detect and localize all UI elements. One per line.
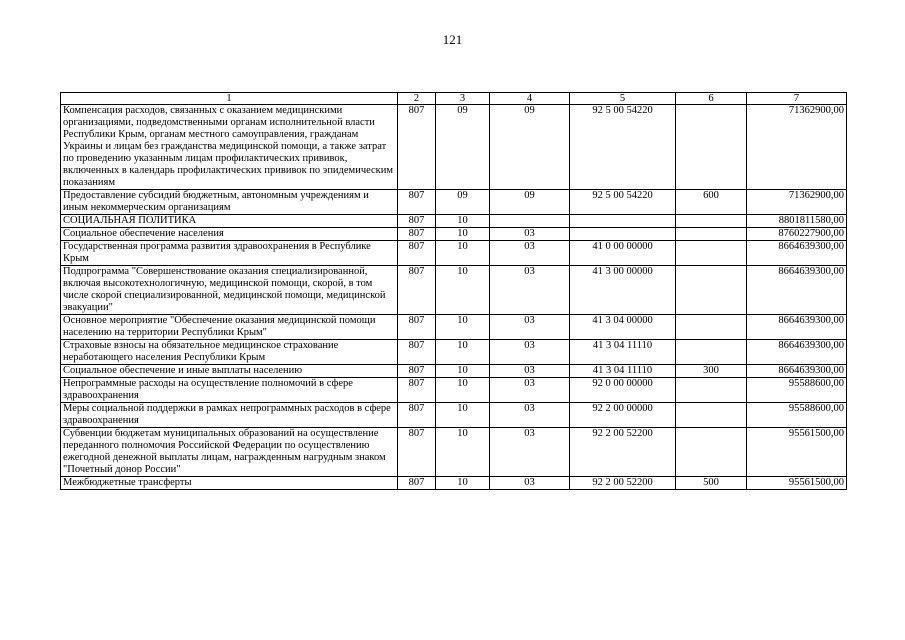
row-code-3: 09 (436, 105, 490, 190)
row-name: Межбюджетные трансферты (61, 477, 398, 490)
row-code-3: 10 (436, 315, 490, 340)
table-row (61, 428, 847, 477)
row-code-2: 807 (398, 477, 436, 490)
row-amount: 95561500,00 (747, 477, 847, 490)
row-code-3: 10 (436, 365, 490, 378)
row-code-2: 807 (398, 403, 436, 428)
table-row (61, 340, 847, 365)
row-code-5: 41 3 00 00000 (570, 266, 676, 315)
row-code-4: 09 (490, 190, 570, 215)
row-code-6 (676, 105, 747, 190)
row-amount: 8760227900,00 (747, 228, 847, 241)
table-row (61, 378, 847, 403)
row-code-6 (676, 215, 747, 228)
table-row (61, 477, 847, 490)
row-code-3: 10 (436, 378, 490, 403)
row-code-3: 10 (436, 340, 490, 365)
row-amount: 8801811580,00 (747, 215, 847, 228)
row-amount: 8664639300,00 (747, 315, 847, 340)
row-code-4: 03 (490, 315, 570, 340)
row-name: Подпрограмма "Совершенствование оказания специализированной, включая высокотехнологичную, медицинской помощи, скорой, в том числе скорой специализированной, медицинской помощи, медицинской эвакуации" (61, 266, 398, 315)
row-code-6: 300 (676, 365, 747, 378)
row-code-6 (676, 241, 747, 266)
row-code-2: 807 (398, 241, 436, 266)
row-name: Социальное обеспечение населения (61, 228, 398, 241)
row-amount: 71362900,00 (747, 105, 847, 190)
row-code-6 (676, 340, 747, 365)
row-code-4: 03 (490, 241, 570, 266)
row-name: Компенсация расходов, связанных с оказанием медицинскими организациями, подведомственными органам исполнительной власти Республики Крым, органам местного самоуправления, гражданам Украины и лицам без гражданства медицинской помощи, а также затрат по проведению указанным лицам профилактических прививок, включенных в календарь профилактических прививок по эпидемическим показаниям (61, 105, 398, 190)
row-code-5: 92 2 00 52200 (570, 428, 676, 477)
row-name: Предоставление субсидий бюджетным, автономным учреждениям и иным некоммерческим организациям (61, 190, 398, 215)
header-col-7: 7 (747, 93, 847, 105)
table-row (61, 215, 847, 228)
row-amount: 8664639300,00 (747, 266, 847, 315)
table-row (61, 228, 847, 241)
header-col-5: 5 (570, 93, 676, 105)
table-row (61, 241, 847, 266)
row-code-3: 09 (436, 190, 490, 215)
row-name: Страховые взносы на обязательное медицинское страхование неработающего населения Республики Крым (61, 340, 398, 365)
row-code-5 (570, 228, 676, 241)
row-amount: 95561500,00 (747, 428, 847, 477)
row-code-5: 92 5 00 54220 (570, 190, 676, 215)
row-code-2: 807 (398, 428, 436, 477)
row-code-3: 10 (436, 228, 490, 241)
row-code-6 (676, 315, 747, 340)
row-code-2: 807 (398, 365, 436, 378)
header-col-1: 1 (61, 93, 398, 105)
row-code-4: 03 (490, 228, 570, 241)
row-code-6 (676, 403, 747, 428)
row-code-4: 03 (490, 365, 570, 378)
header-col-2: 2 (398, 93, 436, 105)
row-amount: 95588600,00 (747, 403, 847, 428)
row-code-6: 500 (676, 477, 747, 490)
row-code-4: 09 (490, 105, 570, 190)
row-code-5 (570, 215, 676, 228)
header-row (61, 93, 847, 105)
row-code-2: 807 (398, 378, 436, 403)
row-code-2: 807 (398, 340, 436, 365)
row-code-4: 03 (490, 428, 570, 477)
row-code-5: 92 0 00 00000 (570, 378, 676, 403)
row-code-3: 10 (436, 428, 490, 477)
table-row (61, 105, 847, 190)
row-code-2: 807 (398, 190, 436, 215)
row-code-6 (676, 228, 747, 241)
page-number: 121 (442, 32, 463, 47)
row-code-4: 03 (490, 477, 570, 490)
row-name: СОЦИАЛЬНАЯ ПОЛИТИКА (61, 215, 398, 228)
table-row (61, 365, 847, 378)
row-code-6 (676, 266, 747, 315)
table-row (61, 315, 847, 340)
row-name: Непрограммные расходы на осуществление полномочий в сфере здравоохранения (61, 378, 398, 403)
row-code-3: 10 (436, 477, 490, 490)
row-code-5: 92 2 00 00000 (570, 403, 676, 428)
header-col-6: 6 (676, 93, 747, 105)
row-code-3: 10 (436, 266, 490, 315)
row-code-5: 41 3 04 11110 (570, 340, 676, 365)
table-row (61, 190, 847, 215)
row-code-4 (490, 215, 570, 228)
row-code-6: 600 (676, 190, 747, 215)
budget-table (60, 92, 847, 490)
row-name: Основное мероприятие "Обеспечение оказания медицинской помощи населению на территории Республики Крым" (61, 315, 398, 340)
row-code-5: 92 2 00 52200 (570, 477, 676, 490)
row-name: Меры социальной поддержки в рамках непрограммных расходов в сфере здравоохранения (61, 403, 398, 428)
row-code-2: 807 (398, 228, 436, 241)
row-code-5: 41 3 04 00000 (570, 315, 676, 340)
row-code-4: 03 (490, 340, 570, 365)
row-code-5: 41 0 00 00000 (570, 241, 676, 266)
row-amount: 95588600,00 (747, 378, 847, 403)
row-code-6 (676, 378, 747, 403)
row-code-2: 807 (398, 215, 436, 228)
row-name: Государственная программа развития здравоохранения в Республике Крым (61, 241, 398, 266)
row-code-2: 807 (398, 315, 436, 340)
row-code-4: 03 (490, 266, 570, 315)
row-code-3: 10 (436, 403, 490, 428)
row-code-3: 10 (436, 241, 490, 266)
table-row (61, 266, 847, 315)
table-row (61, 403, 847, 428)
row-code-3: 10 (436, 215, 490, 228)
row-code-2: 807 (398, 105, 436, 190)
row-code-5: 41 3 04 11110 (570, 365, 676, 378)
row-amount: 8664639300,00 (747, 340, 847, 365)
row-code-2: 807 (398, 266, 436, 315)
header-col-4: 4 (490, 93, 570, 105)
row-name: Субвенции бюджетам муниципальных образований на осуществление переданного полномочия Российской Федерации по осуществлению ежегодной денежной выплаты лицам, награжденным нагрудным знаком "Почетный донор России" (61, 428, 398, 477)
row-code-6 (676, 428, 747, 477)
row-code-4: 03 (490, 378, 570, 403)
row-name: Социальное обеспечение и иные выплаты населению (61, 365, 398, 378)
header-col-3: 3 (436, 93, 490, 105)
row-code-5: 92 5 00 54220 (570, 105, 676, 190)
row-amount: 71362900,00 (747, 190, 847, 215)
row-amount: 8664639300,00 (747, 241, 847, 266)
row-code-4: 03 (490, 403, 570, 428)
row-amount: 8664639300,00 (747, 365, 847, 378)
